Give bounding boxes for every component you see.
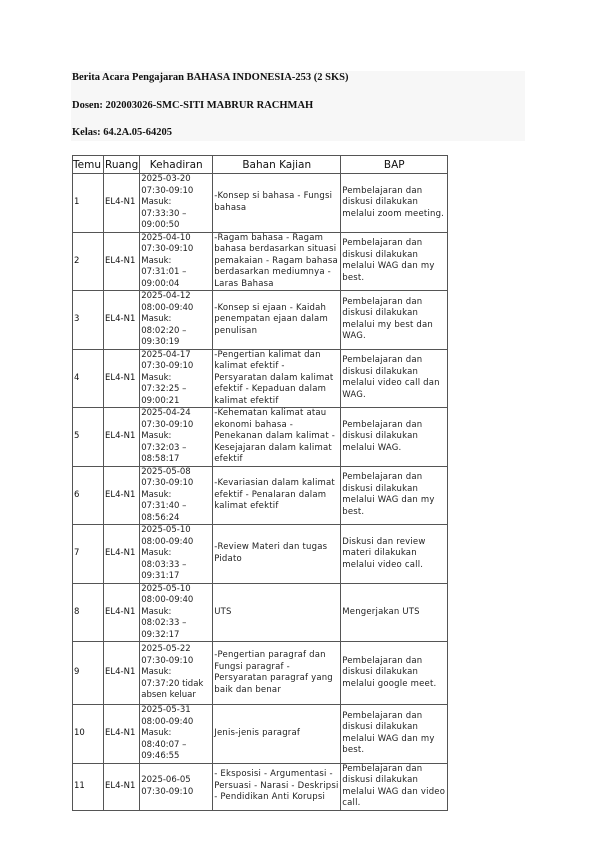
attendance-cell xyxy=(140,583,213,642)
table-row xyxy=(73,232,448,291)
room-cell: EL4-N1 xyxy=(104,642,140,705)
room-cell: EL4-N1 xyxy=(104,466,140,525)
bap-cell: Pembelajaran dan diskusi dilakukan melalui my best dan WAG. xyxy=(341,291,448,350)
room-cell: EL4-N1 xyxy=(104,349,140,408)
attendance-cell xyxy=(140,349,213,408)
study-material-cell: -Kevariasian dalam kalimat efektif - Penalaran dalam kalimat efektif xyxy=(213,466,341,525)
meeting-number: 9 xyxy=(73,642,104,705)
meeting-number: 8 xyxy=(73,583,104,642)
study-material-cell: -Kehematan kalimat atau ekonomi bahasa - Penekanan dalam kalimat - Kesejajaran dalam kalimat efektif xyxy=(213,408,341,467)
study-material-cell: -Pengertian paragraf dan Fungsi paragraf - Persyaratan paragraf yang baik dan benar xyxy=(213,642,341,705)
check-in-time: Masuk: 08:02:33 – 09:32:17 xyxy=(141,606,187,640)
check-in-time: Masuk: 07:37:20 tidak absen keluar xyxy=(141,667,204,701)
table-row xyxy=(73,291,448,350)
session-time: 07:30-09:10 xyxy=(141,361,194,371)
room-cell: EL4-N1 xyxy=(104,408,140,467)
session-time: 08:00-09:40 xyxy=(141,536,194,547)
meeting-number: 2 xyxy=(73,232,104,291)
attendance-cell xyxy=(140,291,213,350)
meeting-number: 11 xyxy=(73,763,104,810)
class-line: Kelas: 64.2A.05-64205 xyxy=(72,127,173,138)
room-cell: EL4-N1 xyxy=(104,763,140,810)
table-row xyxy=(73,408,448,467)
check-in-time: Masuk: 07:32:25 – 09:00:21 xyxy=(141,372,187,406)
session-time: 08:00-09:40 xyxy=(141,302,194,313)
meeting-number: 4 xyxy=(73,349,104,408)
study-material-cell: UTS xyxy=(213,583,341,642)
table-row xyxy=(73,349,448,408)
attendance-cell xyxy=(140,642,213,705)
table-row xyxy=(73,763,448,810)
session-time: 08:00-09:40 xyxy=(141,716,194,727)
session-time: 07:30-09:10 xyxy=(141,655,194,666)
study-material-cell: -Ragam bahasa - Ragam bahasa berdasarkan situasi pemakaian - Ragam bahasa berdasarkan mediumnya - Laras Bahasa xyxy=(213,232,341,291)
study-material-cell: Jenis-jenis paragraf xyxy=(213,705,341,764)
meeting-number: 10 xyxy=(73,705,104,764)
table-row xyxy=(73,705,448,764)
check-in-time: Masuk: 07:31:01 – 09:00:04 xyxy=(141,255,187,289)
attendance-cell xyxy=(140,174,213,233)
check-in-time: Masuk: 08:03:33 – 09:31:17 xyxy=(141,548,187,581)
session-time: 07:30-09:10 xyxy=(141,185,194,196)
table-header-row xyxy=(73,156,448,174)
table-row xyxy=(73,174,448,233)
attendance-table xyxy=(72,155,448,811)
session-date: 2025-03-20 xyxy=(141,174,191,184)
session-date: 2025-05-22 xyxy=(141,644,191,655)
table-row xyxy=(73,466,448,525)
session-date: 2025-05-08 xyxy=(141,466,191,477)
session-date: 2025-05-10 xyxy=(141,525,191,535)
attendance-cell xyxy=(140,705,213,764)
room-cell: EL4-N1 xyxy=(104,705,140,764)
session-date: 2025-04-17 xyxy=(141,349,191,360)
room-cell: EL4-N1 xyxy=(104,232,140,291)
session-date: 2025-05-31 xyxy=(141,705,191,715)
bap-cell: Mengerjakan UTS xyxy=(341,583,448,642)
bap-cell: Pembelajaran dan diskusi dilakukan melalui google meet. xyxy=(341,642,448,705)
session-date: 2025-05-10 xyxy=(141,583,191,594)
study-material-cell: -Pengertian kalimat dan kalimat efektif - Persyaratan dalam kalimat efektif - Kepaduan dalam kalimat efektif xyxy=(213,349,341,408)
session-time: 07:30-09:10 xyxy=(141,244,194,254)
attendance-cell xyxy=(140,525,213,584)
meeting-number: 1 xyxy=(73,174,104,233)
attendance-cell xyxy=(140,763,213,810)
meeting-number: 7 xyxy=(73,525,104,584)
session-time: 07:30-09:10 xyxy=(141,478,194,488)
bap-cell: Pembelajaran dan diskusi dilakukan melalui WAG dan my best. xyxy=(341,466,448,525)
bap-cell: Pembelajaran dan diskusi dilakukan melalui WAG dan my best. xyxy=(341,232,448,291)
session-time: 07:30-09:10 xyxy=(141,419,194,430)
session-time: 07:30-09:10 xyxy=(141,786,194,797)
table-body xyxy=(73,174,448,811)
study-material-cell: -Review Materi dan tugas Pidato xyxy=(213,525,341,584)
table-row xyxy=(73,583,448,642)
room-cell: EL4-N1 xyxy=(104,583,140,642)
check-in-time: Masuk: 07:33:30 – 09:00:50 xyxy=(141,197,187,230)
session-date: 2025-06-05 xyxy=(141,775,191,785)
attendance-cell xyxy=(140,466,213,525)
check-in-time: Masuk: 07:32:03 – 08:58:17 xyxy=(141,431,187,464)
bap-cell: Pembelajaran dan diskusi dilakukan melalui zoom meeting. xyxy=(341,174,448,233)
column-header-bap: BAP xyxy=(341,156,448,174)
session-date: 2025-04-24 xyxy=(141,408,191,418)
bap-cell: Pembelajaran dan diskusi dilakukan melalui WAG. xyxy=(341,408,448,467)
bap-cell: Pembelajaran dan diskusi dilakukan melalui WAG dan video call. xyxy=(341,763,448,810)
session-date: 2025-04-12 xyxy=(141,291,191,301)
room-cell: EL4-N1 xyxy=(104,174,140,233)
column-header-temu: Temu xyxy=(73,156,104,174)
document-title: Berita Acara Pengajaran BAHASA INDONESIA-253 (2 SKS) xyxy=(72,72,349,83)
meeting-number: 3 xyxy=(73,291,104,350)
meeting-number: 6 xyxy=(73,466,104,525)
study-material-cell: -Konsep si bahasa - Fungsi bahasa xyxy=(213,174,341,233)
session-time: 08:00-09:40 xyxy=(141,595,194,605)
session-date: 2025-04-10 xyxy=(141,232,191,243)
meeting-number: 5 xyxy=(73,408,104,467)
table-row xyxy=(73,525,448,584)
check-in-time: Masuk: 07:31:40 – 08:56:24 xyxy=(141,489,187,523)
check-in-time: Masuk: 08:40:07 – 09:46:55 xyxy=(141,728,187,761)
lecturer-line: Dosen: 202003026-SMC-SITI MABRUR RACHMAH xyxy=(72,100,314,111)
column-header-kehadiran: Kehadiran xyxy=(140,156,213,174)
table-row xyxy=(73,642,448,705)
check-in-time: Masuk: 08:02:20 – 09:30:19 xyxy=(141,314,187,347)
room-cell: EL4-N1 xyxy=(104,291,140,350)
bap-cell: Pembelajaran dan diskusi dilakukan melalui video call dan WAG. xyxy=(341,349,448,408)
attendance-cell xyxy=(140,408,213,467)
column-header-bahan-kajian: Bahan Kajian xyxy=(213,156,341,174)
bap-cell: Diskusi dan review materi dilakukan melalui video call. xyxy=(341,525,448,584)
column-header-ruang: Ruang xyxy=(104,156,140,174)
study-material-cell: - Eksposisi - Argumentasi - Persuasi - Narasi - Deskripsi - Pendidikan Anti Korupsi xyxy=(213,763,341,810)
attendance-cell xyxy=(140,232,213,291)
bap-cell: Pembelajaran dan diskusi dilakukan melalui WAG dan my best. xyxy=(341,705,448,764)
room-cell: EL4-N1 xyxy=(104,525,140,584)
study-material-cell: -Konsep si ejaan - Kaidah penempatan ejaan dalam penulisan xyxy=(213,291,341,350)
